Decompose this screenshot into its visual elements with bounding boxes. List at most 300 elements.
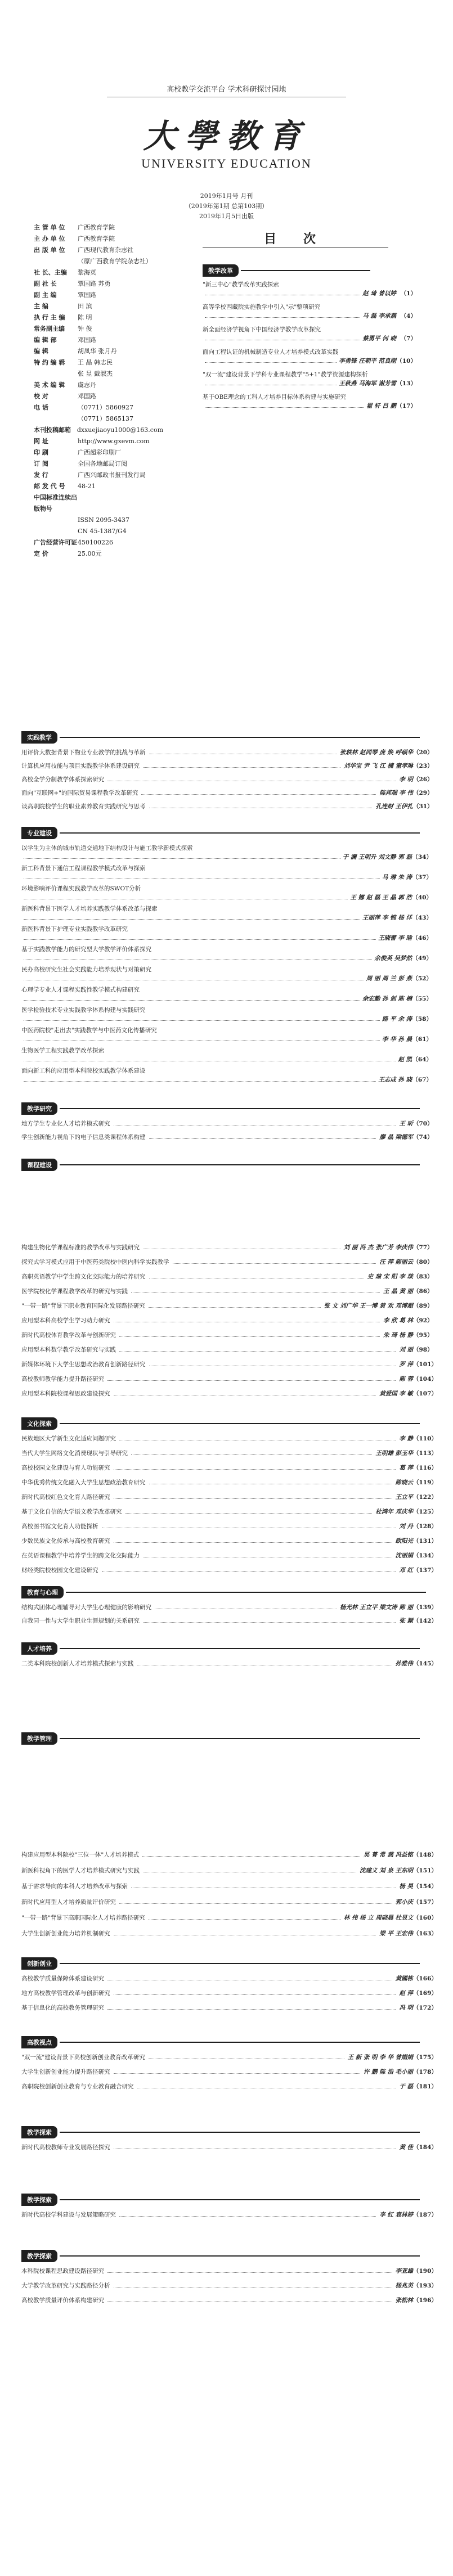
section-label: 课程建设 (21, 1159, 57, 1171)
article-title: 新医科视角下的医学人才培养模式研究与实践 (21, 1867, 140, 1874)
page-number: （157） (413, 1899, 437, 1906)
article-title: 医学院校化学课程教学改革的研究与实践 (21, 1288, 128, 1295)
masthead-value (78, 492, 163, 515)
masthead-key: 美 术 编 辑 (34, 381, 65, 389)
masthead-value: 黎海英 (78, 269, 96, 276)
masthead-row (34, 458, 163, 470)
masthead-key: 执 行 主 编 (34, 314, 65, 321)
page-number: （104） (413, 1376, 437, 1382)
leader-dots (149, 1919, 340, 1920)
article-title: "双一流"建设背景下学科专业课程教学"5+1"教学资源建构探析 (203, 371, 368, 378)
masthead-row (34, 222, 163, 233)
section-header (21, 1102, 420, 1115)
article-title: 财经类院校校园文化建设研究 (21, 1567, 98, 1574)
toc-entry[interactable] (21, 1929, 437, 1938)
masthead-key (34, 526, 78, 537)
page-number: （40） (412, 894, 432, 901)
masthead-value: 48-21 (78, 483, 96, 490)
masthead-row (34, 278, 163, 290)
article-authors: 张松林 (395, 2297, 413, 2304)
toc-entry[interactable] (21, 1026, 432, 1044)
masthead-key (34, 256, 78, 267)
toc-entry[interactable] (21, 1046, 432, 1064)
article-authors: 张轶林 赵同琴 庞 焕 呼硕华 (339, 749, 413, 756)
toc-entry[interactable] (21, 985, 432, 1003)
section-header (21, 1642, 420, 1655)
article-authors: 余宏勤 孙 剑 陈 楠 (362, 996, 412, 1002)
author-line (203, 402, 416, 411)
section-header (21, 731, 420, 744)
author-line (203, 357, 416, 366)
section-rule (60, 737, 420, 738)
page-number: （190） (413, 2268, 437, 2275)
leader-dots (173, 1263, 376, 1264)
toc-entry[interactable] (21, 2296, 437, 2304)
masthead-row (34, 436, 163, 447)
toc-entry[interactable] (21, 965, 432, 983)
section-rule (60, 1164, 420, 1165)
toc-entry[interactable] (21, 925, 432, 943)
article-authors: 孙雅伟 (395, 1660, 413, 1667)
article-authors: 周 丽 周 兰 彭 燕 (366, 975, 412, 982)
author-line (21, 1055, 432, 1064)
masthead-value: 邓国路 (78, 336, 96, 344)
toc-entry[interactable] (21, 2281, 437, 2290)
article-title: 新时代高校教师专业发展路径探究 (21, 2144, 110, 2151)
masthead-key (34, 515, 78, 526)
masthead-info (34, 222, 163, 560)
masthead-value: 王 晶 韩志民 (78, 359, 113, 366)
article-authors: 郭小庆 (395, 1899, 413, 1906)
section-header (21, 2250, 420, 2262)
masthead-value: 25.00元 (78, 550, 102, 557)
toc-entry[interactable] (21, 1989, 437, 1997)
toc-entry[interactable] (21, 904, 432, 922)
article-authors: 吴 菁 常 燕 冯益铭 (363, 1852, 413, 1858)
article-title: 应用型本科数学教学改革研究与实践 (21, 1346, 116, 1353)
article-authors: 欧阳光 (395, 1538, 413, 1544)
article-title: 结构式团体心理辅导对大学生心理健康的影响研究 (21, 1604, 151, 1611)
page-number: （101） (413, 1361, 437, 1368)
author-line (21, 974, 432, 983)
article-title: 高校教学质量保障体系建设研究 (21, 1975, 104, 1982)
masthead-key: 本刊投稿邮箱 (34, 426, 71, 434)
article-title: 谈高职院校学生的职业素养教育实践研究与思考 (21, 803, 146, 810)
leader-dots (131, 1454, 372, 1455)
toc-entry[interactable] (21, 864, 432, 882)
section-label: 教学改革 (203, 264, 239, 277)
leader-dots (205, 362, 337, 363)
page-number: （137） (413, 1567, 437, 1574)
issue-line: （2019年第1期 总第103期） (185, 202, 268, 210)
masthead-row (34, 380, 163, 391)
masthead-key: 出 版 单 位 (34, 246, 65, 254)
toc-entry[interactable] (21, 748, 432, 756)
toc-entry[interactable] (21, 1603, 437, 1611)
masthead-value: 虞志丹 (78, 381, 96, 389)
section-rule (60, 2132, 420, 2133)
masthead-row (34, 335, 163, 346)
article-title: 面向新工科的应用型本科院校实践教学体系建设 (21, 1068, 146, 1074)
toc-entry[interactable] (21, 1493, 437, 1501)
page-number: （95） (413, 1332, 433, 1339)
toc-entry[interactable] (21, 1898, 437, 1906)
section-rule (60, 1963, 420, 1964)
article-title: 中医药院校"走出去"实践教学与中医药文化传播研究 (21, 1027, 157, 1034)
toc-entry[interactable] (21, 884, 432, 902)
leader-dots (205, 407, 364, 408)
author-line (203, 289, 416, 298)
article-title: 环境影响评价课程实践教学改革的SWOT分析 (21, 885, 141, 892)
contents-divider (203, 247, 388, 248)
page-number: （172） (413, 2005, 437, 2011)
toc-entry[interactable] (21, 789, 432, 797)
article-title: 当代大学生网络文化消费现状与引导研究 (21, 1450, 128, 1457)
toc-entry[interactable] (21, 2082, 437, 2091)
author-line (21, 1075, 432, 1084)
article-title: 新时代高校体育教学改革与创新研究 (21, 1332, 116, 1339)
leader-dots (107, 2009, 396, 2010)
toc-entry[interactable] (203, 325, 416, 343)
article-title: 少数民族文化传承与高校教育研究 (21, 1538, 110, 1544)
masthead-row (34, 526, 163, 537)
article-authors: 李勇锋 汪朝平 范良刚 (339, 358, 396, 364)
toc-entry[interactable] (21, 1066, 432, 1084)
page-number: （187） (413, 2212, 437, 2218)
article-title: 新全面经济学视角下中国经济学教学改革探究 (203, 326, 321, 333)
masthead-key: 常务副主编 (34, 325, 65, 332)
article-authors: 杨光林 王立平 梁文涛 陈 丽 (339, 1604, 413, 1611)
masthead-key: 定 价 (34, 550, 48, 557)
page-number: （31） (413, 803, 433, 810)
author-line (203, 334, 416, 343)
toc-entry[interactable] (203, 348, 416, 366)
page-number: （29） (413, 790, 433, 796)
masthead-key: 副 主 编 (34, 291, 57, 299)
article-authors: 王 晶 黄 丽 (383, 1288, 413, 1295)
section-label: 教学管理 (21, 1732, 57, 1745)
section-rule (60, 1108, 420, 1109)
masthead-key: 电 话 (34, 404, 48, 411)
author-line (21, 934, 432, 943)
masthead-value: 张 昱 戴淑杰 (78, 370, 113, 377)
masthead-value: 广西现代教育杂志社 (78, 246, 133, 254)
masthead-value: 广西兴邮政书报刊发行局 (78, 471, 146, 479)
article-authors: 王立平 (395, 1494, 413, 1501)
toc-entry[interactable] (21, 945, 432, 963)
toc-entry[interactable] (203, 303, 416, 321)
author-line (203, 312, 416, 321)
article-title: 高校校园文化建设与育人功能研究 (21, 1465, 110, 1471)
article-title: 构建生物化学课程标准的教学改革与实践研究 (21, 1244, 140, 1251)
masthead-row (34, 391, 163, 402)
article-authors: 许 鹏 陈 浩 毛小丽 (363, 2069, 413, 2075)
article-authors: 李亚雄 (395, 2268, 413, 2275)
section-label: 高教视点 (21, 2036, 57, 2048)
toc-entry[interactable] (203, 393, 416, 411)
masthead-value: 450100226 (78, 539, 113, 546)
page-number: （58） (412, 1016, 432, 1023)
masthead-row (34, 447, 163, 458)
article-authors: 朱 琦 杨 静 (383, 1332, 413, 1339)
page-number: （13） (396, 380, 416, 387)
masthead-value: （0771）5865137 (78, 415, 133, 422)
article-title: "双一流"建设背景下高校创新创业教育改革研究 (21, 2054, 145, 2061)
page-number: （116） (413, 1465, 437, 1471)
toc-entry[interactable] (21, 1866, 437, 1875)
page-number: （49） (412, 955, 432, 962)
section-header (21, 1586, 426, 1598)
article-authors: 赵 萍 (399, 1990, 413, 1997)
leader-dots (114, 1498, 392, 1499)
article-title: 高校全学分制教学体系探索研究 (21, 776, 104, 783)
article-authors: 李 华 孙 晨 (382, 1036, 412, 1043)
article-title: 高等学校西藏院实施教学中引入"示"整项研究 (203, 304, 321, 310)
article-authors: 沈建义 刘 泉 王东明 (360, 1867, 413, 1874)
article-title: 构建应用型本科院校"三位一体"人才培养模式 (21, 1852, 140, 1858)
page-number: （23） (413, 763, 433, 769)
leader-dots (205, 317, 360, 318)
toc-entry[interactable] (21, 1463, 437, 1472)
masthead-key: 发 行 (34, 471, 48, 479)
masthead-value: CN 45-1387/G4 (78, 528, 127, 535)
masthead-key (34, 368, 78, 380)
page-number: （193） (413, 2282, 437, 2289)
toc-entry[interactable] (21, 1389, 437, 1398)
masthead-row (34, 470, 163, 481)
article-authors: 陈 蓉 (399, 1376, 413, 1382)
section-label: 人才培养 (21, 1642, 57, 1655)
article-authors: 罗 萍 (399, 1361, 413, 1368)
section-label: 专业建设 (21, 827, 57, 839)
toc-entry[interactable] (21, 1258, 432, 1266)
masthead-key: 主 编 (34, 303, 48, 310)
issue-info (0, 191, 453, 222)
page-number: （34） (412, 854, 432, 861)
toc-entry[interactable] (21, 1345, 432, 1354)
section-rule (241, 270, 370, 271)
page-number: （89） (413, 1303, 433, 1309)
leader-dots (114, 1542, 392, 1543)
page-number: （77） (413, 1244, 433, 1251)
masthead-key: 校 对 (34, 393, 48, 400)
page-number: （181） (413, 2083, 437, 2090)
toc-entry[interactable] (21, 2003, 437, 2012)
article-title: "一带一路"背景下职业教育国际化发展路径研究 (21, 1303, 145, 1309)
masthead-key: 编 辑 (34, 348, 48, 355)
masthead-row (34, 481, 163, 492)
toc-entry[interactable] (21, 1006, 432, 1024)
leader-dots (143, 1622, 396, 1623)
leader-dots (24, 1020, 380, 1021)
article-title: 大学教学改革研究与实践路径分析 (21, 2282, 110, 2289)
leader-dots (143, 767, 340, 768)
article-title: 本科院校课程思政建设路径研究 (21, 2268, 104, 2275)
article-title: 面向工程认证的机械制造专业人才培养模式改革实践 (203, 349, 339, 355)
masthead-key: 邮 发 代 号 (34, 483, 65, 490)
page-number: （154） (413, 1883, 437, 1890)
article-title: 新媒体环境下大学生思想政治教育创新路径研究 (21, 1361, 146, 1368)
article-title: 学生创新能力视角下的电子信息类课程体系构建 (21, 1134, 146, 1141)
masthead-value: （0771）5860927 (78, 404, 133, 411)
leader-dots (149, 1138, 376, 1139)
leader-dots (107, 2272, 392, 2273)
article-title: 民族地区大学新生文化适应问题研究 (21, 1435, 116, 1442)
article-authors: 马 磊 李承燕 (362, 313, 396, 319)
toc-entry[interactable] (21, 1133, 432, 1141)
article-authors: 王晓蕾 李 晗 (378, 935, 412, 942)
section-rule (60, 1423, 420, 1424)
masthead-key: 订 阅 (34, 460, 48, 467)
masthead-key: 社 长、主编 (34, 269, 67, 276)
toc-entry[interactable] (21, 1375, 437, 1383)
article-authors: 杨兆英 (395, 2282, 413, 2289)
page-number: （196） (413, 2297, 437, 2304)
article-authors: 于 磊 (399, 2083, 413, 2090)
section-rule (66, 1592, 426, 1593)
article-authors: 冯 明 (399, 2005, 413, 2011)
page-number: （160） (413, 1915, 437, 1921)
page-number: （10） (396, 358, 416, 364)
page-number: （74） (413, 1134, 433, 1141)
masthead-value: 邓国路 (78, 393, 96, 400)
toc-entry[interactable] (21, 1316, 432, 1325)
article-title: 新时代应用型人才培养质量评价研究 (21, 1899, 116, 1906)
article-authors: 杨 昊 (399, 1883, 413, 1890)
masthead-row (34, 515, 163, 526)
toc-entry[interactable] (21, 1537, 437, 1545)
toc-entry[interactable] (21, 1551, 437, 1560)
page-number: （61） (412, 1036, 432, 1043)
leader-dots (24, 919, 360, 920)
toc-entry[interactable] (21, 1616, 437, 1625)
masthead-row (34, 402, 163, 413)
toc-entry[interactable] (21, 2053, 437, 2061)
article-authors: 余俊英 吴梦然 (374, 955, 412, 962)
section-rule (60, 2042, 420, 2043)
toc-entry[interactable] (21, 775, 432, 783)
leader-dots (107, 1380, 396, 1381)
article-title: 中华优秀传统文化融入大学生思想政治教育研究 (21, 1479, 146, 1486)
article-title: 新医科背景下护理专业实践教学改革研究 (21, 926, 128, 933)
toc-entry[interactable] (21, 1913, 437, 1922)
article-authors: 黄國栋 (395, 1975, 413, 1982)
article-authors: 王 昕 (399, 1120, 413, 1127)
article-title: "新三中心"教学改革实践探索 (203, 281, 279, 288)
article-title: 计算机应用技能与项目实践教学体系建设研究 (21, 763, 140, 769)
article-authors: 李 静 (399, 1435, 413, 1442)
toc-entry[interactable] (21, 2267, 437, 2275)
article-title: 新工科背景下通信工程课程教学模式改革与探索 (21, 865, 146, 872)
leader-dots (102, 1571, 396, 1572)
toc-entry[interactable] (21, 1360, 437, 1368)
page-number: （98） (413, 1346, 433, 1353)
masthead-key: 中国标准连续出版物号 (34, 494, 77, 512)
toc-entry[interactable] (21, 2210, 437, 2219)
toc-entry[interactable] (21, 1850, 437, 1859)
page-number: （142） (413, 1618, 437, 1624)
toc-entry[interactable] (203, 280, 416, 298)
article-title: 基于需求导向的本科人才培养改革与探索 (21, 1883, 128, 1890)
toc-entry[interactable] (21, 1243, 432, 1251)
toc-entry[interactable] (21, 1478, 437, 1487)
section-header (21, 1957, 420, 1970)
author-line (21, 873, 432, 882)
masthead-key: 网 址 (34, 438, 48, 445)
section-header (21, 2036, 420, 2048)
article-authors: 刘 丽 冯 杰 张广芳 李庆伟 (343, 1244, 413, 1251)
toc-entry[interactable] (21, 1659, 437, 1668)
toc-entry[interactable] (21, 1974, 437, 1983)
page-number: （178） (413, 2069, 437, 2075)
toc-entry[interactable] (21, 1272, 432, 1281)
article-title: 高职英语教学中学生跨文化交际能力的培养研究 (21, 1273, 146, 1280)
toc-entry[interactable] (21, 1331, 432, 1339)
article-title: 基于OBE理念的工科人才培养目标体系构建与实施研究 (203, 394, 346, 400)
article-title: 新医科背景下医学人才培养实践教学体系改革与探索 (21, 906, 158, 912)
toc-entry[interactable] (21, 1882, 437, 1890)
section-rule (60, 1648, 420, 1649)
toc-entry[interactable] (21, 2068, 437, 2076)
masthead-value: 覃国路 (78, 291, 96, 299)
author-line (203, 379, 416, 388)
section-label: 实践教学 (21, 731, 57, 744)
toc-entry[interactable] (21, 1522, 437, 1530)
toc-entry[interactable] (21, 2143, 437, 2151)
leader-dots (114, 2073, 360, 2074)
article-authors: 杜鸿年 邓庆华 (375, 1508, 413, 1515)
article-authors: 蔡勇平 何 晓 (362, 335, 396, 342)
masthead-value: 钟 俊 (78, 325, 92, 332)
masthead-row (34, 323, 163, 335)
toc-entry[interactable] (21, 1566, 437, 1574)
article-authors: 赵 凯 (398, 1056, 412, 1063)
leader-dots (24, 1000, 360, 1001)
masthead-key (34, 413, 78, 425)
masthead-key: 编 辑 部 (34, 336, 57, 344)
toc-entry[interactable] (21, 762, 432, 770)
leader-dots (114, 1469, 396, 1470)
toc-entry[interactable] (21, 1301, 432, 1310)
leader-dots (114, 1994, 396, 1995)
section-header (21, 1159, 420, 1171)
article-authors: 王明雄 彭玉华 (375, 1450, 413, 1457)
article-authors: 刘 丽 (399, 1346, 413, 1353)
toc-entry[interactable] (21, 1434, 437, 1443)
article-authors: 黄爱国 李 敏 (379, 1390, 413, 1397)
toc-entry[interactable] (21, 1119, 432, 1128)
toc-entry[interactable] (203, 370, 416, 388)
page-number: （92） (413, 1317, 433, 1324)
toc-entry[interactable] (21, 1507, 437, 1516)
article-title: 高职院校创新创业教育与专业教育融合研究 (21, 2083, 134, 2090)
article-authors: 陈晓云 (395, 1479, 413, 1486)
toc-entry[interactable] (21, 1287, 432, 1295)
author-line (21, 954, 432, 963)
toc-entry[interactable] (21, 844, 432, 862)
section-label: 教学研究 (21, 1102, 57, 1115)
article-authors: 李 红 袁林婷 (379, 2212, 413, 2218)
article-title: 基于实践教学能力的研究型大学教学评价体系探究 (21, 946, 151, 953)
leader-dots (125, 1513, 373, 1514)
masthead-row (34, 413, 163, 425)
article-authors: 李 明 (399, 776, 413, 783)
toc-entry[interactable] (21, 1449, 437, 1457)
page-number: （70） (413, 1120, 433, 1127)
masthead-row (34, 346, 163, 357)
masthead-key: 主 管 单 位 (34, 224, 65, 231)
toc-entry[interactable] (21, 802, 432, 810)
